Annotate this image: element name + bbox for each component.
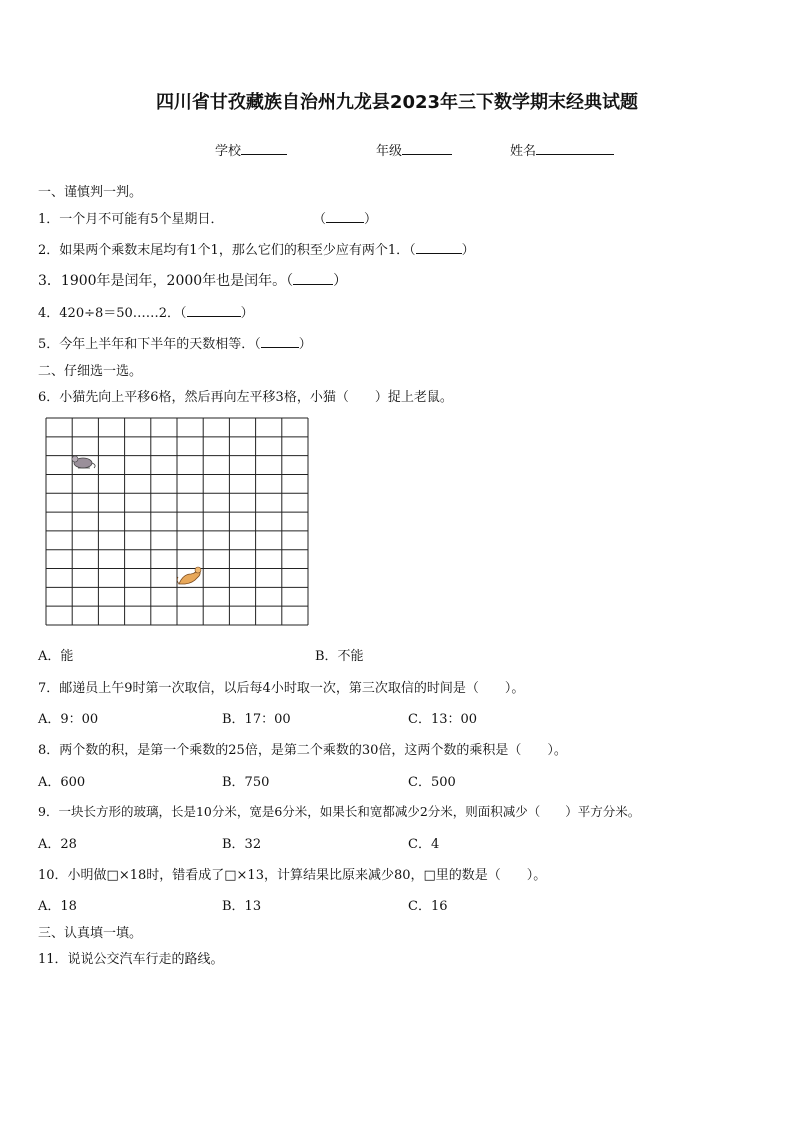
q8-option-c[interactable]: C．500 <box>408 775 456 790</box>
cat-icon <box>177 567 201 584</box>
question-1 <box>38 208 378 227</box>
q2-blank[interactable] <box>416 241 462 254</box>
q3-text: 3．1900年是闰年，2000年也是闰年。（ <box>38 273 294 289</box>
school-label: 学校 <box>215 144 242 159</box>
cat-mouse-grid <box>45 417 309 630</box>
school-field <box>215 140 287 159</box>
q9-option-b[interactable]: B．32 <box>222 837 262 852</box>
question-10: 10．小明做□×18时，错看成了□×13，计算结果比原来减少80，□里的数是（ ）。 <box>38 868 547 883</box>
mouse-icon <box>72 456 95 468</box>
section1-heading: 一、谨慎判一判。 <box>38 185 143 200</box>
q10-option-b[interactable]: B．13 <box>222 899 262 914</box>
grade-blank[interactable] <box>402 142 452 155</box>
question-8: 8．两个数的积，是第一个乘数的25倍，是第二个乘数的30倍，这两个数的乘积是（ ）。 <box>38 743 567 758</box>
q4-text: 4．420÷8＝50……2．（ <box>38 306 187 321</box>
q1-blank[interactable] <box>326 210 364 223</box>
grid-figure <box>45 417 309 626</box>
grade-field <box>376 140 452 159</box>
q9-option-a[interactable]: A．28 <box>38 837 77 852</box>
question-4: 4．420÷8＝50……2．（ ） <box>38 306 254 321</box>
name-blank[interactable] <box>536 142 614 155</box>
q10-option-a[interactable]: A．18 <box>38 899 77 914</box>
q7-option-b[interactable]: B．17：00 <box>222 712 291 727</box>
q9-option-c[interactable]: C．4 <box>408 837 440 852</box>
q10-option-c[interactable]: C．16 <box>408 899 448 914</box>
q7-option-a[interactable]: A．9：00 <box>38 712 99 727</box>
q7-option-c[interactable]: C．13：00 <box>408 712 478 727</box>
question-5: 5．今年上半年和下半年的天数相等．（ ） <box>38 337 312 352</box>
question-7: 7．邮递员上午9时第一次取信，以后每4小时取一次，第三次取信的时间是（ ）。 <box>38 681 525 696</box>
section3-heading: 三、认真填一填。 <box>38 926 143 941</box>
q6-option-a[interactable]: A．能 <box>38 649 74 664</box>
question-3: 3．1900年是闰年，2000年也是闰年。（ ） <box>38 273 348 289</box>
q2-text: 2．如果两个乘数末尾均有1个1，那么它们的积至少应有两个1．（ <box>38 243 416 258</box>
q5-text: 5．今年上半年和下半年的天数相等．（ <box>38 337 261 352</box>
page-title: 四川省甘孜藏族自治州九龙县2023年三下数学期末经典试题 <box>155 92 639 113</box>
q6-option-b[interactable]: B．不能 <box>315 649 364 664</box>
q1-answer: （ ） <box>313 212 378 227</box>
name-field <box>510 140 614 159</box>
q3-blank[interactable] <box>293 272 333 285</box>
question-9: 9．一块长方形的玻璃，长是10分米，宽是6分米，如果长和宽都减少2分米，则面积减少（ ）平方分米。 <box>38 804 641 819</box>
q8-option-b[interactable]: B．750 <box>222 775 270 790</box>
q5-blank[interactable] <box>261 335 299 348</box>
question-6: 6．小猫先向上平移6格，然后再向左平移3格，小猫（ ）捉上老鼠。 <box>38 390 453 405</box>
question-11: 11．说说公交汽车行走的路线。 <box>38 952 224 967</box>
section2-heading: 二、仔细选一选。 <box>38 364 143 379</box>
question-2: 2．如果两个乘数末尾均有1个1，那么它们的积至少应有两个1．（ ） <box>38 243 475 258</box>
school-blank[interactable] <box>241 142 287 155</box>
name-label: 姓名 <box>510 144 537 159</box>
q4-blank[interactable] <box>187 304 241 317</box>
q8-option-a[interactable]: A．600 <box>38 775 86 790</box>
q1-text: 1．一个月不可能有5个星期日． <box>38 212 224 227</box>
grade-label: 年级 <box>376 144 403 159</box>
